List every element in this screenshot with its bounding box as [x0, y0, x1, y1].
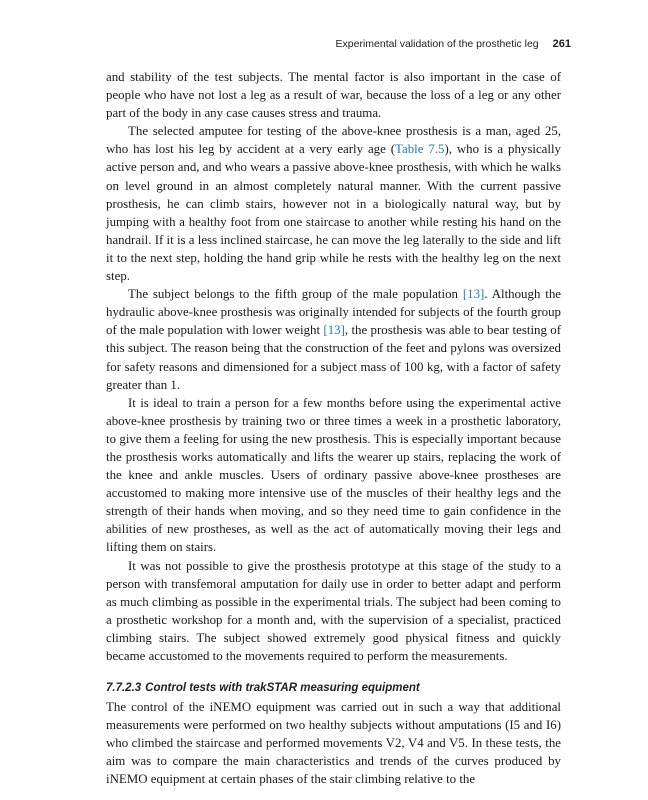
running-header: [106, 38, 571, 50]
section-title: Control tests with trakSTAR measuring equipment: [145, 682, 420, 695]
page-number: 261: [552, 38, 571, 50]
p2-text-b: ), who is a physically active person and, and who wears a passive above-knee prosthesis, with which he walks on level ground in an almost completely natural manner. With the current passive prosthesis, he can climb stairs, however not in a biologically natural way, but by jumping with a healthy foot from one staircase to another while resting his hand on the handrail. If it is a less inclined staircase, he can move the leg laterally to the side and lift it to the next step, holding the hand grip while he rests with the healthy leg on the next step.: [106, 142, 561, 284]
reference-13-link-2[interactable]: [13]: [323, 323, 345, 338]
table-7-5-link[interactable]: Table 7.5: [395, 142, 445, 157]
p3-text-a: The subject belongs to the fifth group of the male population: [128, 287, 463, 302]
section-number: 7.7.2.3: [106, 682, 142, 695]
page-body: [106, 68, 561, 789]
running-title: Experimental validation of the prosthetic leg: [335, 38, 539, 50]
paragraph-control-tests: The control of the iNEMO equipment was carried out in such a way that additional measurements were performed on two healthy subjects without amputations (I5 and I6) who climbed the staircase and performed movements V2, V4 and V5. In these tests, the aim was to compare the main characteristics and trends of the curves produced by iNEMO equipment at certain phases of the stair climbing relative to the: [106, 700, 561, 787]
paragraph-selected-amputee: [106, 122, 561, 285]
section-heading: [106, 680, 561, 696]
paragraph-training: It is ideal to train a person for a few months before using the experimental active above-knee prosthesis by training two or three times a week in a prosthetic laboratory, to give them a feeling for using the new prosthesis. This is especially important because the prosthesis works automatically and lifts the wearer up stairs, replacing the work of the knee and ankle muscles. Users of ordinary passive above-knee prostheses are accustomed to making more intensive use of the muscles of their healthy legs and the strength of their hands when moving, and so they need time to gain confidence in the abilities of new prostheses, as well as the act of automatically moving their legs and lifting them on stairs.: [106, 395, 561, 555]
paragraph-prototype: It was not possible to give the prosthesis prototype at this stage of the study to a person with transfemoral amputation for daily use in order to better adapt and perform as much climbing as possible in the experimental trials. The subject had been coming to a prosthetic workshop for a month and, with the supervision of a specialist, practiced climbing stairs. The subject showed extremely good physical fitness and quickly became accustomed to the movements required to perform the measurements.: [106, 558, 561, 663]
p3-text-c: , the prosthesis was able to bear testing of this subject. The reason being that the construction of the feet and pylons was oversized for safety reasons and dimensioned for a subject mass of 100 kg, with a factor of safety greater than 1.: [106, 323, 561, 392]
p3-text-b: . Although the hydraulic above-knee prosthesis was originally intended for subjects of the fourth group of the male population with lower weight: [106, 287, 562, 338]
p2-text-a: The selected amputee for testing of the above-knee prosthesis is a man, aged 25, who has lost his leg by accident at a very early age (: [106, 124, 561, 157]
reference-13-link-1[interactable]: [13]: [462, 287, 485, 302]
paragraph-subject-group: [106, 285, 561, 394]
paragraph-continuation: and stability of the test subjects. The mental factor is also important in the case of people who have not lost a leg as a result of war, because the loss of a leg or any other part of the body in any case causes stress and trauma.: [106, 70, 561, 121]
